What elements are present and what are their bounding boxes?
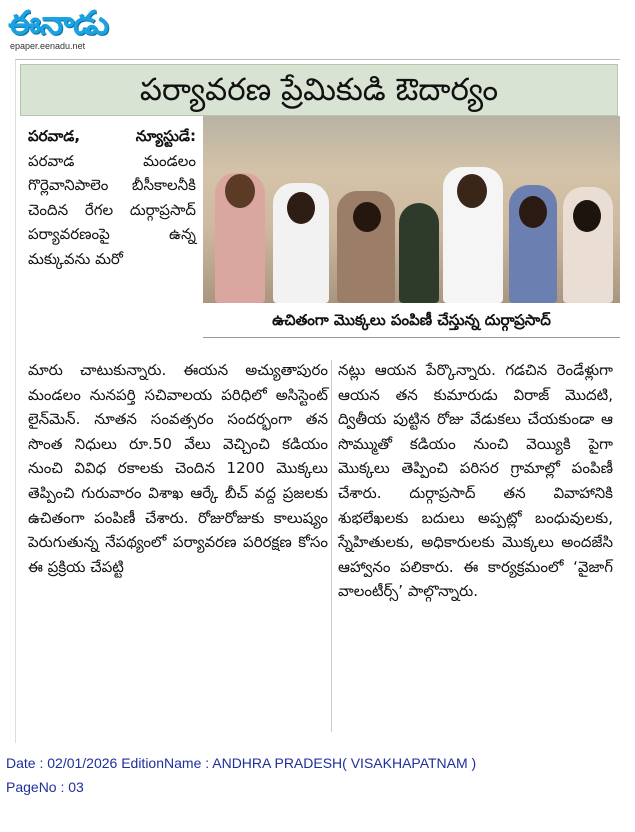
epaper-url[interactable]: epaper.eenadu.net <box>10 41 86 51</box>
article-photo <box>203 116 620 303</box>
article-text-right: నట్లు ఆయన పేర్కొన్నారు. గడచిన రెండేళ్లుగా ఆయన తన కుమారుడు విరాజ్ మొదటి, ద్వితీయ పుట్టిన రోజు వేడుకలు చేయకుండా ఆ సొమ్ముతో కడియం నుంచి వెయ్యికి పైగా మొక్కలు తెప్పించి పరిసర గ్రామాల్లో పంపిణీ చేశారు. దుర్గాప్రసాద్ తన వివాహానికి శుభలేఖలకు బదులు అప్పట్లో బంధువులకు, స్నేహితులకు, అధికారులకు మొక్కలు అందజేసి ఆహ్వానం పలికారు. ఈ కార్యక్రమంలో ‘వైజాగ్ వాలంటీర్స్’ పాల్గొన్నారు. <box>338 361 613 601</box>
article-headline: పర్యావరణ ప్రేమికుడి ఔదార్యం <box>139 72 499 108</box>
article-column-top-left <box>28 124 196 272</box>
article-text-left: మారు చాటుకున్నారు. ఈయన అచ్యుతాపురం మండలం నునపర్తి సచివాలయ పరిధిలో అసిస్టెంట్ లైన్‌మెన్. నూతన సంవత్సరం సందర్భంగా తన సొంత నిధులు రూ.50 వేలు వెచ్చించి కడియం నుంచి వివిధ రకాలకు చెందిన 1200 మొక్కలు తెప్పించి గురువారం విశాఖ ఆర్కే బీచ్ వద్ద ప్రజలకు ఉచితంగా పంపిణీ చేశారు. రోజురోజుకు కాలుష్యం పెరుగుతున్న నేపథ్యంలో పర్యావరణ పరిరక్షణ కోసం ఈ ప్రక్రియ చేపట్టి <box>28 361 328 576</box>
article-column-right <box>338 358 613 604</box>
newspaper-logo: ఈనాడు <box>8 3 108 42</box>
headline-banner <box>20 64 618 116</box>
article-column-left <box>28 358 328 579</box>
edition-date-line: Date : 02/01/2026 EditionName : ANDHRA PRADESH( VISAKHAPATNAM ) <box>6 755 477 771</box>
article-dateline: పరవాడ, న్యూస్టుడే: <box>28 127 196 145</box>
photo-caption: ఉచితంగా మొక్కలు పంపిణీ చేస్తున్న దుర్గాప్రసాద్ <box>272 311 551 329</box>
column-divider <box>331 360 332 732</box>
photo-caption-box <box>203 303 620 338</box>
page-number: PageNo : 03 <box>6 779 84 795</box>
article-text-intro: పరవాడ మండలం గొర్లెవానిపాలెం బీసీకాలనీకి చెందిన రేగల దుర్గాప్రసాద్ పర్యావరణంపై ఉన్న మక్కువను మరో <box>28 151 196 268</box>
masthead <box>8 4 148 52</box>
news-article <box>15 59 620 743</box>
